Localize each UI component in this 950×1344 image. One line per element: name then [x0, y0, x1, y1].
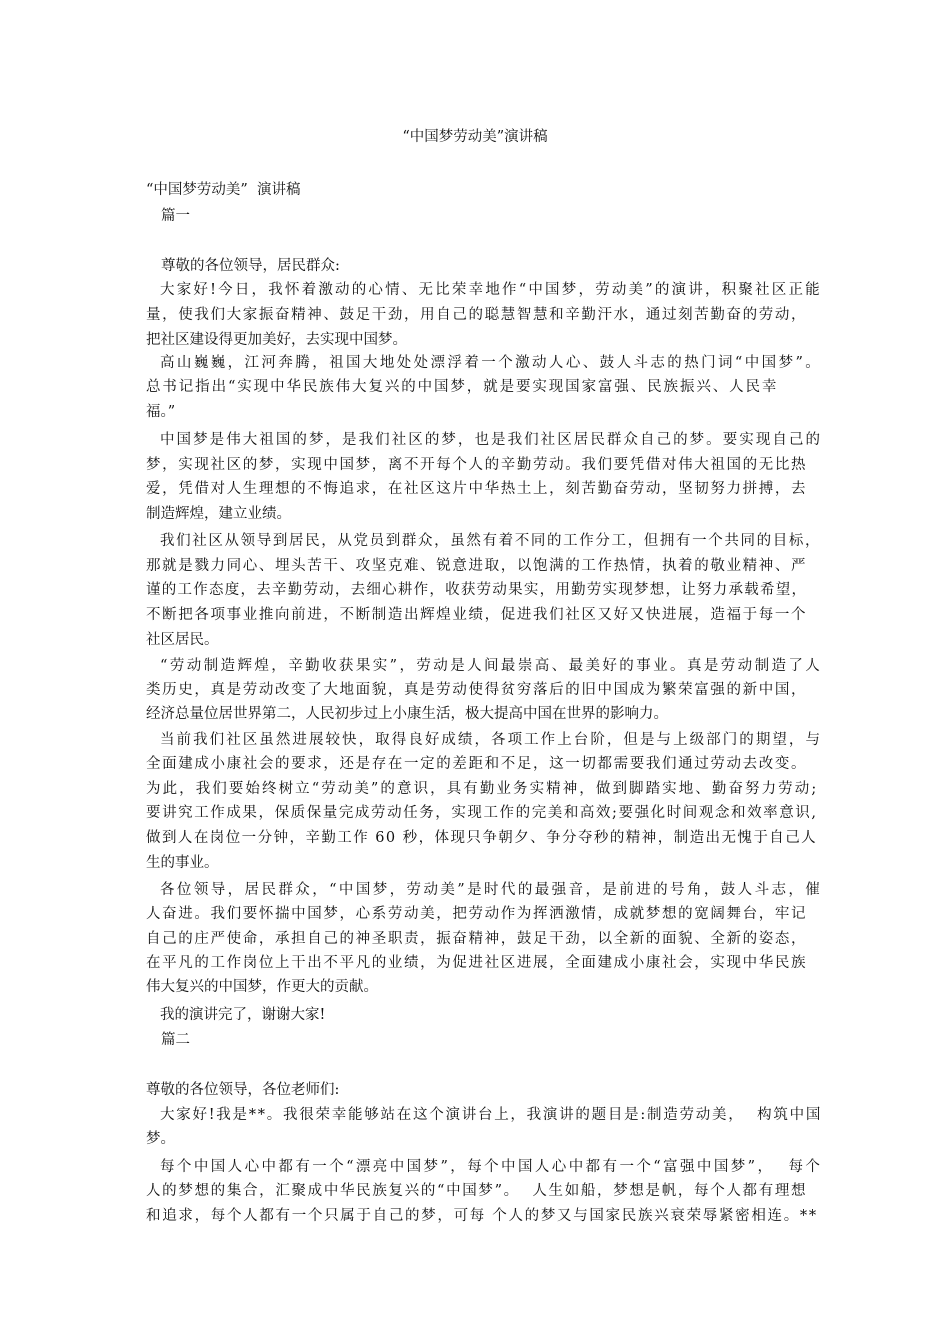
text-line: 我的演讲完了，谢谢大家! — [160, 1007, 326, 1023]
text-line: 制造辉煌，建立业绩。 — [146, 506, 291, 522]
text-line: 全面建成小康社会的要求，还是存在一定的差距和不足，这一切都需要我们通过劳动去改变。 — [146, 756, 808, 772]
text-line: 社区居民。 — [146, 632, 219, 648]
text-line: 中国梦是伟大祖国的梦，是我们社区的梦，也是我们社区居民群众自己的梦。要实现自己的 — [160, 432, 823, 448]
text-line: 不断把各项事业推向前进，不断制造出辉煌业绩，促进我们社区又好又快进展，造福于每一个 — [146, 607, 808, 623]
text-line: 当前我们社区虽然进展较快，取得良好成绩，各项工作上台阶，但是与上级部门的期望，与 — [160, 732, 823, 748]
text-line: 和追求，每个人都有一个只属于自己的梦，可每 个人的梦又与国家民族兴衰荣辱紧密相连。** — [146, 1208, 818, 1224]
text-line: 人的梦想的集合，汇聚成中华民族复兴的“中国梦”。 人生如船，梦想是帆，每个人都有理想 — [146, 1183, 808, 1199]
text-line: 我们社区从领导到居民，从党员到群众，虽然有着不同的工作分工，但拥有一个共同的目标， — [160, 533, 822, 549]
text-line: 自己的庄严使命，承担自己的神圣职责，振奋精神，鼓足干劲，以全新的面貌、全新的姿态， — [146, 931, 808, 947]
text-line: 经济总量位居世界第二，人民初步过上小康生活，极大提高中国在世界的影响力。 — [146, 706, 668, 722]
text-line: 做到人在岗位一分钟，辛勤工作 60 秒，体现只争朝夕、争分夺秒的精神，制造出无愧于自己人 — [146, 830, 818, 846]
text-line: 梦，实现社区的梦，实现中国梦，离不开每个人的辛勤劳动。我们要凭借对伟大祖国的无比热 — [146, 457, 808, 473]
text-line: 尊敬的各位领导，各位老师们: — [146, 1082, 340, 1098]
text-line: 把社区建设得更加美好，去实现中国梦。 — [146, 332, 407, 348]
text-line: 谨的工作态度，去辛勤劳动，去细心耕作，收获劳动果实，用勤劳实现梦想，让努力承载希望， — [146, 582, 808, 598]
text-line: 各位领导，居民群众，“中国梦，劳动美”是时代的最强音，是前进的号角，鼓人斗志，催 — [160, 882, 823, 898]
text-line: 量，使我们大家振奋精神、鼓足干劲，用自己的聪慧智慧和辛勤汗水，通过刻苦勤奋的劳动， — [146, 307, 808, 323]
text-line: 篇二 — [161, 1032, 190, 1048]
document-title: “中国梦劳动美”演讲稿 — [402, 129, 548, 145]
text-line: 尊敬的各位领导，居民群众: — [161, 258, 340, 274]
text-line: 总书记指出“实现中华民族伟大复兴的中国梦，就是要实现国家富强、民族振兴、人民幸 — [146, 379, 779, 395]
text-line: “中国梦劳动美” 演讲稿 — [146, 182, 301, 198]
text-line: 为此，我们要始终树立“劳动美”的意识，具有勤业务实精神，做到脚踏实地、勤奋努力劳动; — [146, 781, 819, 797]
text-line: 大家好!今日，我怀着激动的心情、无比荣幸地作“中国梦，劳动美”的演讲，积聚社区正能 — [160, 282, 822, 298]
text-line: 福。” — [146, 404, 176, 420]
text-line: 在平凡的工作岗位上干出不平凡的业绩，为促进社区进展，全面建成小康社会，实现中华民族 — [146, 955, 808, 971]
text-line: 梦。 — [146, 1131, 175, 1147]
text-line: 要讲究工作成果，保质保量完成劳动任务，实现工作的完美和高效;要强化时间观念和效率意识, — [146, 805, 818, 821]
text-line: 爱，凭借对人生理想的不悔追求，在社区这片中华热土上，刻苦勤奋劳动，坚韧努力拼搏，去 — [146, 481, 808, 497]
text-line: 伟大复兴的中国梦，作更大的贡献。 — [146, 979, 378, 995]
text-line: 生的事业。 — [146, 855, 219, 871]
text-line: 人奋进。我们要怀揣中国梦，心系劳动美，把劳动作为挥洒激情，成就梦想的宽阔舞台，牢记 — [146, 906, 808, 922]
text-line: 类历史，真是劳动改变了大地面貌，真是劳动使得贫穷落后的旧中国成为繁荣富强的新中国， — [146, 682, 808, 698]
text-line: 篇一 — [161, 208, 190, 224]
text-line: 大家好!我是**。我很荣幸能够站在这个演讲台上，我演讲的题目是:制造劳动美， 构筑中国 — [160, 1107, 823, 1123]
text-line: “劳动制造辉煌，辛勤收获果实”，劳动是人间最崇高、最美好的事业。真是劳动制造了人 — [160, 658, 823, 674]
text-line: 每个中国人心中都有一个“漂亮中国梦”，每个中国人心中都有一个“富强中国梦”， 每个 — [160, 1159, 823, 1175]
text-line: 那就是戮力同心、埋头苦干、攻坚克难、锐意进取，以饱满的工作热情，执着的敬业精神、严 — [146, 558, 808, 574]
text-line: 高山巍巍，江河奔腾，祖国大地处处漂浮着一个激动人心、鼓人斗志的热门词“中国梦”。 — [160, 355, 823, 371]
